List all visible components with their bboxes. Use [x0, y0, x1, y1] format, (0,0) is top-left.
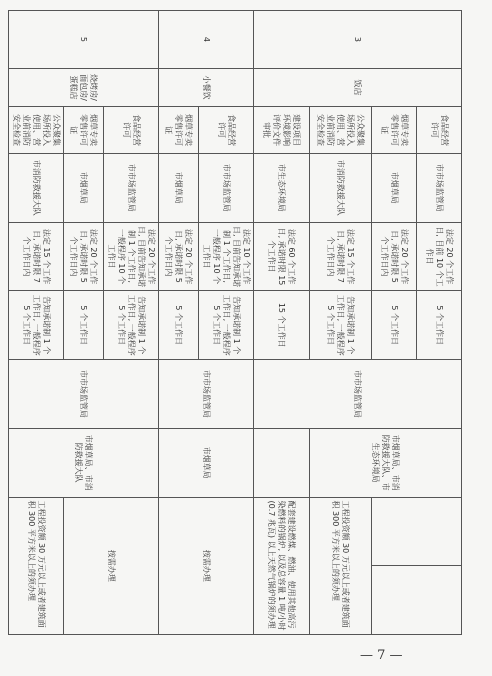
item-cell: 烟草专卖零售许可证	[64, 107, 104, 154]
pledge-cell: 告知承诺制 1 个工作日, 一般程序 5 个工作日	[104, 291, 159, 360]
dept-cell: 市烟草局	[159, 153, 199, 222]
item-cell: 食品经营许可	[104, 107, 159, 154]
lead-dept-cell: 市市场监管局	[254, 360, 462, 429]
shop-type-cell: 烧烤房/面包房/蛋糕店	[9, 68, 159, 106]
time-limit-cell: 法定 15 个工作日, 承诺时限 7 个工作日内	[9, 222, 64, 291]
time-limit-cell: 法定 15 个工作日, 承诺时限 7 个工作日内	[310, 222, 372, 291]
time-limit-cell: 法定 60 个工作日, 承诺时限 15 个工作日	[254, 222, 310, 291]
note-cell: 配套建设燃煤、燃油、使用其他高污染燃料的锅炉, 以及总容量 1 吨/小时 (0.7 兆瓦) 以上天然气锅炉的须办理	[254, 497, 310, 634]
note-cell: 工程投资额 30 万元以上或者建筑面积 300 平方米以上的须办理	[310, 497, 372, 634]
item-cell: 食品经营许可	[199, 107, 254, 154]
time-limit-cell: 法定 20 个工作日, 目前 10 个工作日	[417, 222, 462, 291]
item-cell: 食品经营许可	[417, 107, 462, 154]
pledge-cell: 告知承诺制 1 个工作日, 一般程序 5 个工作日	[310, 291, 372, 360]
pledge-cell: 5 个工作日	[159, 291, 199, 360]
pledge-cell: 5 个工作日	[417, 291, 462, 360]
time-limit-cell: 法定 20 个工作日, 承诺时限 5 个工作日内	[372, 222, 417, 291]
assist-dept-cell: 市烟草局	[159, 428, 254, 497]
note-cell	[372, 497, 462, 566]
shop-type-cell: 饭店	[254, 68, 462, 106]
dept-cell: 市市场监管局	[199, 153, 254, 222]
dept-cell: 市市场监管局	[417, 153, 462, 222]
time-limit-cell: 法定 20 个工作日, 承诺时限 5 个工作日内	[159, 222, 199, 291]
seq-cell: 5	[9, 11, 159, 69]
item-cell: 公众聚集场所投入使用、营业前消防安全检查	[310, 107, 372, 154]
item-cell: 建设项目环境影响评价文件审批	[254, 107, 310, 154]
note-cell: 按需办理	[159, 497, 254, 634]
lead-dept-cell: 市市场监管局	[159, 360, 254, 429]
dept-cell: 市市场监管局	[104, 153, 159, 222]
lead-dept-cell: 市市场监管局	[9, 360, 159, 429]
assist-dept-cell	[254, 428, 310, 497]
note-cell: 工程投资额 30 万元以上或者建筑面积 300 平方米以上的须办理	[9, 497, 64, 634]
dept-cell: 市消防救援大队	[9, 153, 64, 222]
item-cell: 公众聚集场所投入使用、营业前消防安全检查	[9, 107, 64, 154]
seq-cell: 3	[254, 11, 462, 69]
approval-table	[8, 10, 462, 635]
pledge-cell: 15 个工作日	[254, 291, 310, 360]
time-limit-cell: 法定 10 个工作日, 目前告知承诺制 1 个工作日, 一般程序 10 个工作日	[199, 222, 254, 291]
assist-dept-cell: 市烟草局、市消防救援大队	[9, 428, 159, 497]
pledge-cell: 告知承诺制 1 个工作日, 一般程序 5 个工作日	[199, 291, 254, 360]
item-cell: 烟草专卖零售许可证	[159, 107, 199, 154]
rotated-table-wrapper	[12, 10, 462, 635]
pledge-cell: 5 个工作日	[372, 291, 417, 360]
note-cell	[372, 566, 462, 635]
pledge-cell: 5 个工作日	[64, 291, 104, 360]
dept-cell: 市生态环境局	[254, 153, 310, 222]
note-cell: 按需办理	[64, 497, 159, 634]
time-limit-cell: 法定 20 个工作日, 目前告知承诺制 1 个工作日, 一般程序 10 个工作日	[104, 222, 159, 291]
page-number: — 7 —	[360, 648, 403, 663]
assist-dept-cell: 市烟草局、市消防救援大队、市生态环境局	[310, 428, 462, 497]
time-limit-cell: 法定 20 个工作日, 承诺时限 5 个工作日内	[64, 222, 104, 291]
pledge-cell: 告知承诺制 1 个工作日, 一般程序 5 个工作日	[9, 291, 64, 360]
seq-cell: 4	[159, 11, 254, 69]
dept-cell: 市烟草局	[64, 153, 104, 222]
item-cell: 烟草专卖零售许可证	[372, 107, 417, 154]
shop-type-cell: 小餐饮	[159, 68, 254, 106]
dept-cell: 市消防救援大队	[310, 153, 372, 222]
dept-cell: 市烟草局	[372, 153, 417, 222]
